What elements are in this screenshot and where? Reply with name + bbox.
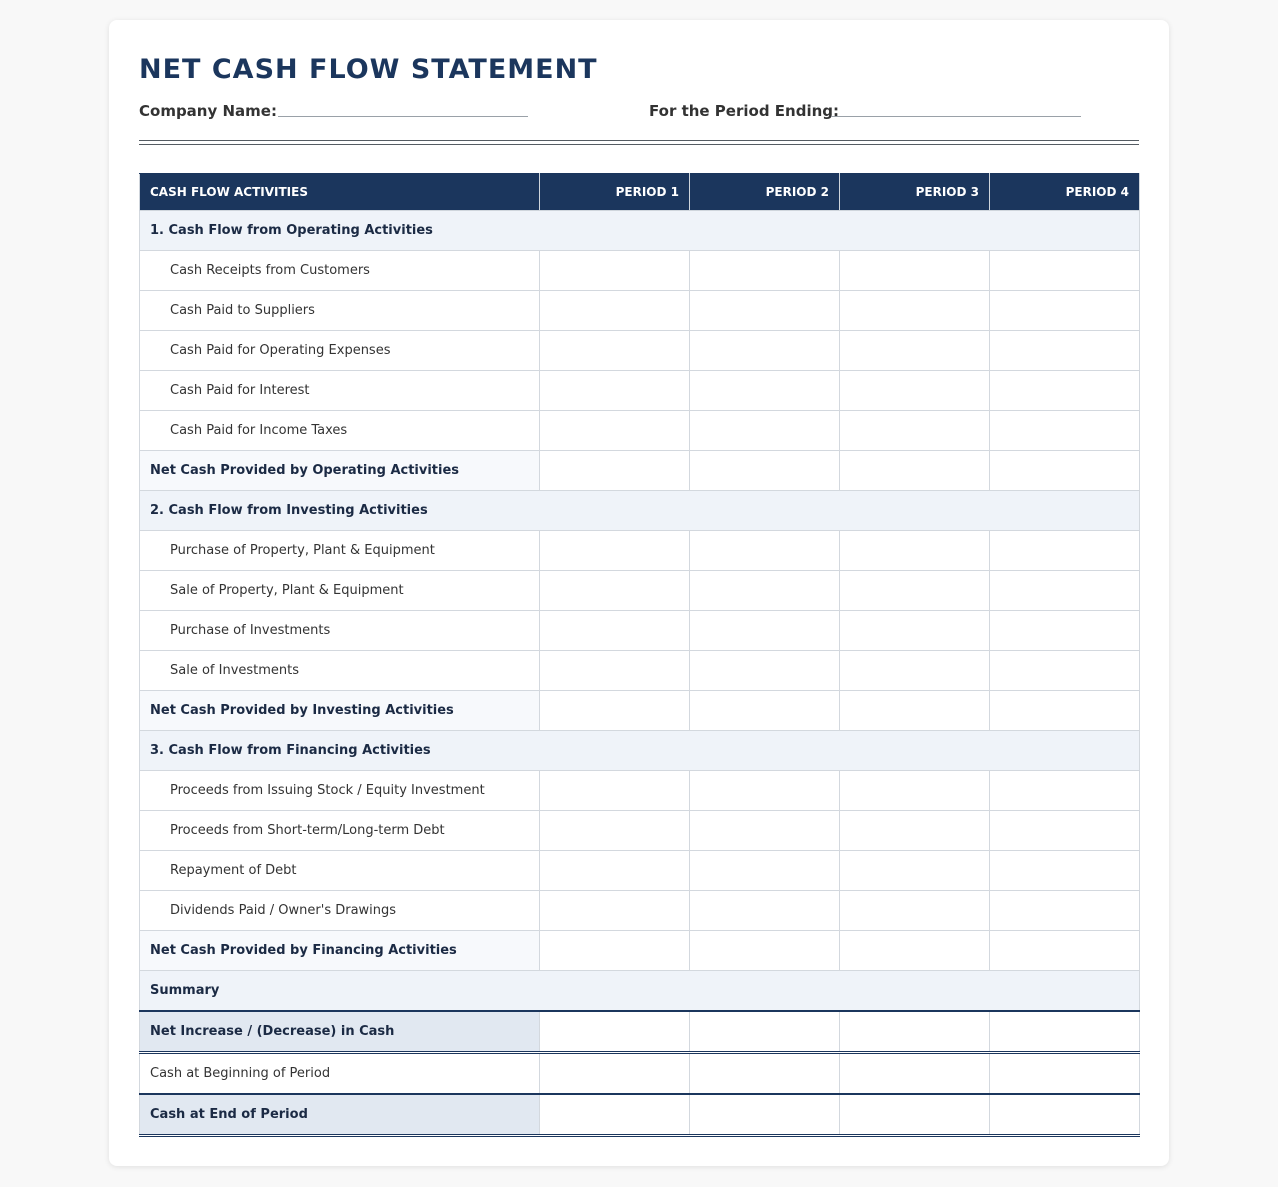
value-cell[interactable] bbox=[840, 1053, 990, 1095]
net-row-operating bbox=[140, 451, 1140, 491]
row-label: Proceeds from Issuing Stock / Equity Investment bbox=[140, 771, 540, 811]
column-header-period-3: PERIOD 3 bbox=[840, 174, 990, 211]
value-cell[interactable] bbox=[540, 371, 690, 411]
section-heading: 3. Cash Flow from Financing Activities bbox=[140, 731, 1140, 771]
column-header-activities: CASH FLOW ACTIVITIES bbox=[140, 174, 540, 211]
value-cell[interactable] bbox=[540, 691, 690, 731]
value-cell[interactable] bbox=[990, 251, 1140, 291]
section-row-operating bbox=[140, 211, 1140, 251]
value-cell[interactable] bbox=[840, 291, 990, 331]
value-cell[interactable] bbox=[690, 371, 840, 411]
value-cell[interactable] bbox=[690, 691, 840, 731]
section-heading: Summary bbox=[140, 971, 1140, 1012]
value-cell[interactable] bbox=[540, 331, 690, 371]
value-cell[interactable] bbox=[990, 291, 1140, 331]
value-cell[interactable] bbox=[840, 931, 990, 971]
value-cell[interactable] bbox=[690, 1011, 840, 1053]
row-label: Dividends Paid / Owner's Drawings bbox=[140, 891, 540, 931]
value-cell[interactable] bbox=[540, 411, 690, 451]
row-label: Purchase of Investments bbox=[140, 611, 540, 651]
value-cell[interactable] bbox=[990, 1053, 1140, 1095]
table-row bbox=[140, 811, 1140, 851]
statement-meta bbox=[139, 102, 1139, 124]
value-cell[interactable] bbox=[840, 251, 990, 291]
value-cell[interactable] bbox=[840, 851, 990, 891]
value-cell[interactable] bbox=[840, 571, 990, 611]
table-row bbox=[140, 571, 1140, 611]
value-cell[interactable] bbox=[840, 411, 990, 451]
statement-card bbox=[109, 20, 1169, 1166]
value-cell[interactable] bbox=[990, 1011, 1140, 1053]
net-change-label: Net Increase / (Decrease) in Cash bbox=[140, 1011, 540, 1053]
value-cell[interactable] bbox=[690, 811, 840, 851]
cash-flow-table bbox=[139, 173, 1140, 1137]
value-cell[interactable] bbox=[540, 1094, 690, 1136]
value-cell[interactable] bbox=[540, 611, 690, 651]
value-cell[interactable] bbox=[690, 331, 840, 371]
value-cell[interactable] bbox=[840, 1094, 990, 1136]
value-cell[interactable] bbox=[840, 451, 990, 491]
table-row bbox=[140, 891, 1140, 931]
value-cell[interactable] bbox=[540, 251, 690, 291]
value-cell[interactable] bbox=[690, 611, 840, 651]
value-cell[interactable] bbox=[990, 931, 1140, 971]
value-cell[interactable] bbox=[990, 691, 1140, 731]
table-header-row bbox=[140, 174, 1140, 211]
table-row bbox=[140, 411, 1140, 451]
value-cell[interactable] bbox=[540, 811, 690, 851]
value-cell[interactable] bbox=[690, 651, 840, 691]
net-label: Net Cash Provided by Operating Activities bbox=[140, 451, 540, 491]
company-name-field[interactable] bbox=[278, 116, 528, 117]
value-cell[interactable] bbox=[990, 651, 1140, 691]
beginning-cash-label: Cash at Beginning of Period bbox=[140, 1053, 540, 1095]
row-label: Cash Paid for Income Taxes bbox=[140, 411, 540, 451]
value-cell[interactable] bbox=[840, 371, 990, 411]
value-cell[interactable] bbox=[840, 691, 990, 731]
value-cell[interactable] bbox=[840, 331, 990, 371]
column-header-period-4: PERIOD 4 bbox=[990, 174, 1140, 211]
row-label: Cash Paid for Operating Expenses bbox=[140, 331, 540, 371]
period-ending-field[interactable] bbox=[831, 116, 1081, 117]
table-row bbox=[140, 291, 1140, 331]
value-cell[interactable] bbox=[690, 1094, 840, 1136]
section-heading: 2. Cash Flow from Investing Activities bbox=[140, 491, 1140, 531]
value-cell[interactable] bbox=[990, 411, 1140, 451]
table-row bbox=[140, 771, 1140, 811]
row-label: Sale of Property, Plant & Equipment bbox=[140, 571, 540, 611]
table-row bbox=[140, 251, 1140, 291]
value-cell[interactable] bbox=[540, 931, 690, 971]
table-row bbox=[140, 371, 1140, 411]
value-cell[interactable] bbox=[540, 531, 690, 571]
net-label: Net Cash Provided by Financing Activities bbox=[140, 931, 540, 971]
value-cell[interactable] bbox=[840, 891, 990, 931]
row-label: Proceeds from Short-term/Long-term Debt bbox=[140, 811, 540, 851]
value-cell[interactable] bbox=[690, 931, 840, 971]
value-cell[interactable] bbox=[840, 611, 990, 651]
summary-row-net-change bbox=[140, 1011, 1140, 1053]
value-cell[interactable] bbox=[990, 891, 1140, 931]
table-row bbox=[140, 651, 1140, 691]
value-cell[interactable] bbox=[690, 251, 840, 291]
value-cell[interactable] bbox=[690, 411, 840, 451]
value-cell[interactable] bbox=[990, 331, 1140, 371]
column-header-period-1: PERIOD 1 bbox=[540, 174, 690, 211]
company-name-label: Company Name: bbox=[139, 102, 277, 120]
value-cell[interactable] bbox=[540, 771, 690, 811]
value-cell[interactable] bbox=[540, 571, 690, 611]
value-cell[interactable] bbox=[840, 651, 990, 691]
row-label: Cash Paid to Suppliers bbox=[140, 291, 540, 331]
value-cell[interactable] bbox=[540, 291, 690, 331]
row-label: Purchase of Property, Plant & Equipment bbox=[140, 531, 540, 571]
section-row-investing bbox=[140, 491, 1140, 531]
value-cell[interactable] bbox=[540, 891, 690, 931]
period-ending-label: For the Period Ending: bbox=[649, 102, 839, 120]
table-row bbox=[140, 851, 1140, 891]
row-label: Cash Receipts from Customers bbox=[140, 251, 540, 291]
summary-row-ending bbox=[140, 1094, 1140, 1136]
value-cell[interactable] bbox=[990, 771, 1140, 811]
value-cell[interactable] bbox=[840, 531, 990, 571]
header-divider bbox=[139, 140, 1139, 145]
page-title: NET CASH FLOW STATEMENT bbox=[139, 54, 598, 85]
value-cell[interactable] bbox=[690, 851, 840, 891]
section-row-summary bbox=[140, 971, 1140, 1012]
value-cell[interactable] bbox=[540, 851, 690, 891]
net-row-investing bbox=[140, 691, 1140, 731]
net-row-financing bbox=[140, 931, 1140, 971]
summary-row-beginning bbox=[140, 1053, 1140, 1095]
value-cell[interactable] bbox=[990, 451, 1140, 491]
value-cell[interactable] bbox=[690, 291, 840, 331]
row-label: Repayment of Debt bbox=[140, 851, 540, 891]
column-header-period-2: PERIOD 2 bbox=[690, 174, 840, 211]
value-cell[interactable] bbox=[540, 651, 690, 691]
value-cell[interactable] bbox=[990, 611, 1140, 651]
value-cell[interactable] bbox=[690, 1053, 840, 1095]
value-cell[interactable] bbox=[840, 771, 990, 811]
value-cell[interactable] bbox=[990, 531, 1140, 571]
value-cell[interactable] bbox=[690, 451, 840, 491]
value-cell[interactable] bbox=[840, 811, 990, 851]
row-label: Sale of Investments bbox=[140, 651, 540, 691]
table-row bbox=[140, 531, 1140, 571]
value-cell[interactable] bbox=[990, 1094, 1140, 1136]
value-cell[interactable] bbox=[540, 451, 690, 491]
value-cell[interactable] bbox=[990, 571, 1140, 611]
table-row bbox=[140, 611, 1140, 651]
ending-cash-label: Cash at End of Period bbox=[140, 1094, 540, 1136]
value-cell[interactable] bbox=[990, 371, 1140, 411]
value-cell[interactable] bbox=[690, 531, 840, 571]
value-cell[interactable] bbox=[690, 571, 840, 611]
section-row-financing bbox=[140, 731, 1140, 771]
table-row bbox=[140, 331, 1140, 371]
net-label: Net Cash Provided by Investing Activities bbox=[140, 691, 540, 731]
value-cell[interactable] bbox=[690, 891, 840, 931]
value-cell[interactable] bbox=[540, 1053, 690, 1095]
value-cell[interactable] bbox=[540, 1011, 690, 1053]
section-heading: 1. Cash Flow from Operating Activities bbox=[140, 211, 1140, 251]
value-cell[interactable] bbox=[990, 811, 1140, 851]
row-label: Cash Paid for Interest bbox=[140, 371, 540, 411]
value-cell[interactable] bbox=[840, 1011, 990, 1053]
value-cell[interactable] bbox=[990, 851, 1140, 891]
value-cell[interactable] bbox=[690, 771, 840, 811]
